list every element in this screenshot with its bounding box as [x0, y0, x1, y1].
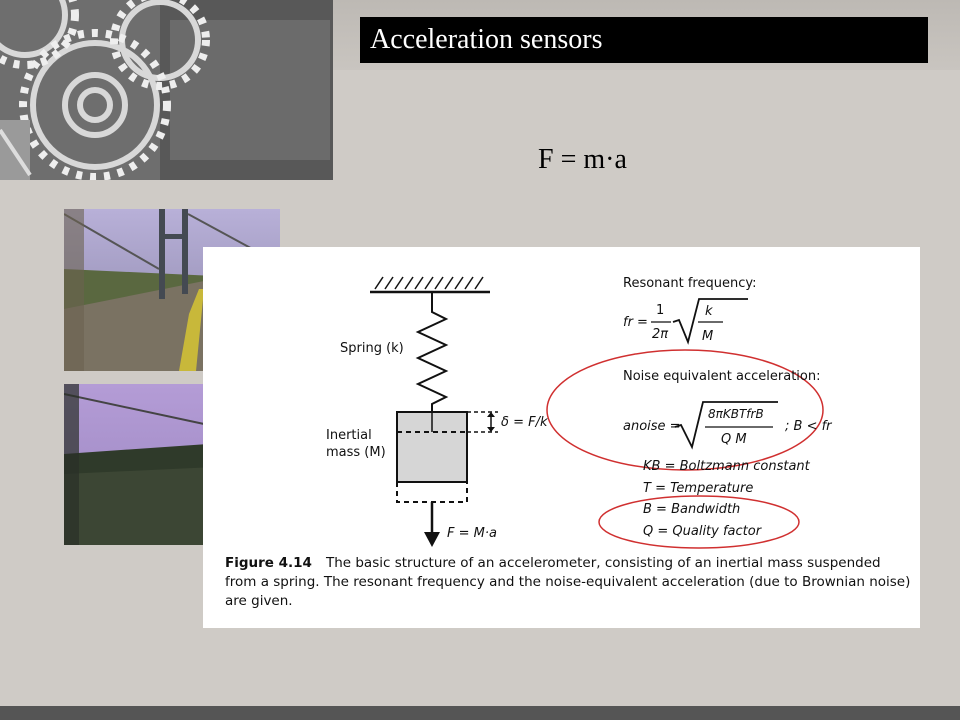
mass-label-line1: Inertial: [326, 428, 372, 443]
bottom-bar: [0, 706, 960, 720]
legend-temperature: T = Temperature: [643, 481, 754, 496]
formula-text: F = m·a: [538, 144, 627, 175]
fr-lhs: fr =: [623, 315, 648, 330]
fr-numerator: 1: [656, 303, 665, 318]
spring-label: Spring (k): [340, 341, 404, 356]
legend-quality-factor: Q = Quality factor: [643, 524, 762, 539]
fr-denominator: 2π: [652, 327, 669, 342]
legend-boltzmann: KB = Boltzmann constant: [643, 459, 810, 474]
anoise-denominator: Q M: [721, 432, 747, 447]
caption-text: The basic structure of an accelerometer, consisting of an inertial mass suspended from a spring. The resonant frequency and the noise-equivalent acceleration (due to Brownian noise) are given.: [225, 555, 911, 609]
anoise-condition: ; B < fr: [785, 419, 832, 434]
resonant-heading: Resonant frequency:: [623, 276, 757, 291]
slide-title: Acceleration sensors: [360, 17, 928, 63]
displacement-label: δ = F/k: [501, 415, 548, 430]
anoise-lhs: anoise =: [623, 419, 681, 434]
caption-label: Figure 4.14: [225, 555, 312, 571]
figure-caption: [225, 554, 915, 611]
gears-photo: [0, 0, 333, 180]
force-label: F = M·a: [447, 526, 497, 541]
mass-label-line2: mass (M): [326, 445, 386, 460]
fr-radicand-numerator: k: [705, 304, 713, 319]
noise-heading: Noise equivalent acceleration:: [623, 369, 821, 384]
accelerometer-figure: [203, 247, 920, 628]
legend-bandwidth: B = Bandwidth: [643, 502, 741, 517]
anoise-numerator: 8πKBTfrB: [708, 407, 764, 421]
fr-radicand-denominator: M: [702, 329, 714, 344]
